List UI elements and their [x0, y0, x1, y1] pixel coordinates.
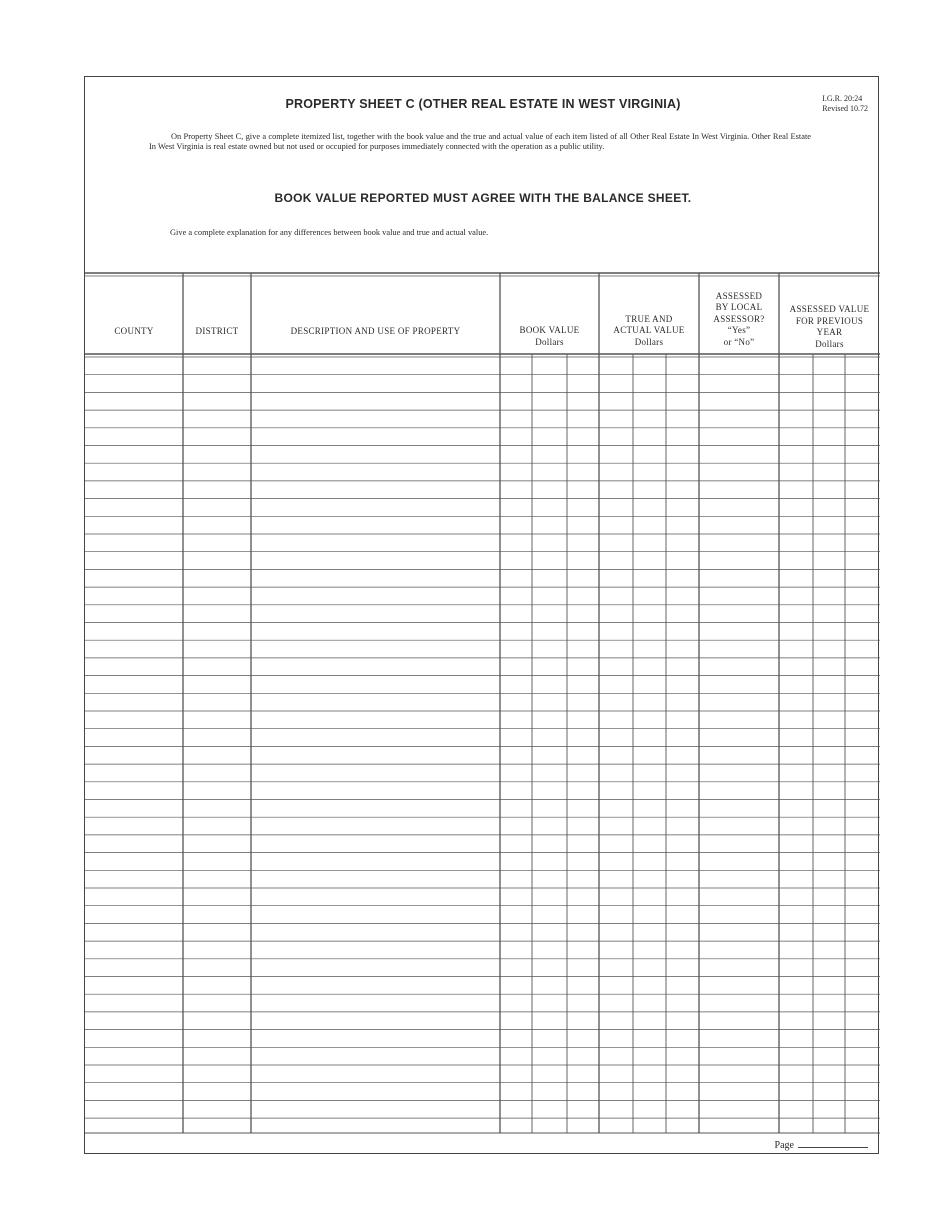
assessed-local-yes: “Yes” [727, 325, 751, 335]
book-value-unit: Dollars [535, 336, 564, 347]
assessed-prev-line2: FOR PREVIOUS [795, 315, 864, 326]
assessed-prev-unit: Dollars [815, 338, 844, 349]
true-actual-line1: TRUE AND [625, 313, 673, 324]
column-header-description [251, 275, 500, 337]
assessed-local-line2: BY LOCAL [715, 302, 763, 312]
description-label: DESCRIPTION AND USE OF PROPERTY [290, 325, 461, 336]
balance-sheet-notice: BOOK VALUE REPORTED MUST AGREE WITH THE BALANCE SHEET. [274, 191, 692, 205]
instructions-paragraph: On Property Sheet C, give a complete itemized list, together with the book value and the true and actual value of each item listed of all Other Real Estate In West Virginia. Other Real Estate In West Virginia is real estate owned but not used or occupied for purposes immediately connected with the operation as a public utility. [149, 132, 811, 152]
column-header-county [85, 275, 183, 337]
page-number-field [775, 1140, 868, 1151]
assessed-local-line1: ASSESSED [715, 290, 763, 301]
column-header-book-value [500, 275, 599, 348]
assessed-prev-line3: YEAR [816, 327, 843, 337]
page-number-blank[interactable] [798, 1147, 868, 1148]
page-label: Page [774, 1140, 794, 1151]
true-actual-line2: ACTUAL VALUE [613, 325, 685, 335]
column-header-assessed-local [699, 275, 779, 348]
form-number: I.G.R. 20:24 [822, 94, 863, 103]
property-sheet-form [84, 76, 879, 1154]
assessed-local-no: or “No” [723, 336, 755, 347]
column-header-assessed-previous [779, 275, 880, 350]
column-header-true-actual-value [599, 275, 699, 348]
county-label: COUNTY [114, 325, 154, 336]
book-value-label: BOOK VALUE [519, 325, 580, 335]
revision-date: Revised 10.72 [822, 104, 868, 113]
district-label: DISTRICT [195, 325, 239, 336]
explanation-instruction: Give a complete explanation for any differences between book value and true and actual value. [170, 228, 489, 237]
assessed-prev-line1: ASSESSED VALUE [789, 304, 870, 314]
assessed-local-line3: ASSESSOR? [713, 313, 765, 324]
true-actual-unit: Dollars [634, 336, 664, 347]
property-table-grid [85, 77, 880, 1155]
form-title: PROPERTY SHEET C (OTHER REAL ESTATE IN WEST VIRGINIA) [285, 97, 681, 111]
column-header-district [183, 275, 251, 337]
